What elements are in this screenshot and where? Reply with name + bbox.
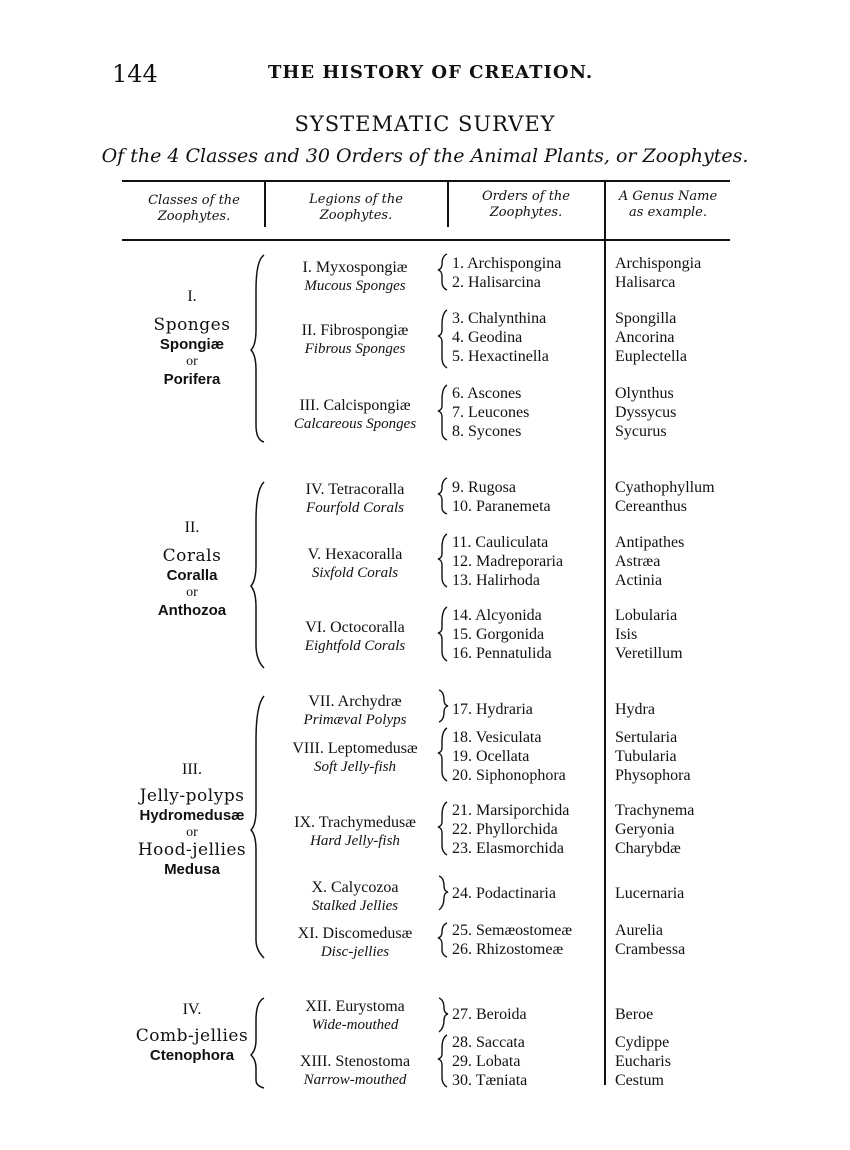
genera-group-1	[615, 254, 701, 292]
legion-name: X. Calycozoa	[311, 879, 399, 896]
genera-group-11	[615, 921, 685, 959]
orders-group-1	[452, 254, 561, 292]
page-title: SYSTEMATIC SURVEY	[294, 112, 556, 136]
order-brace-legion-9	[438, 802, 447, 855]
genus-item: Actinia	[615, 572, 663, 589]
legion-english: Fourfold Corals	[306, 500, 404, 516]
legion-13	[264, 1052, 446, 1090]
genera-group-13	[615, 1033, 671, 1090]
order-item: 14. Alcyonida	[452, 607, 542, 624]
order-item: 4. Geodina	[452, 329, 523, 346]
class-number: II.	[184, 519, 200, 536]
order-item: 16. Pennatulida	[452, 645, 552, 662]
running-head: THE HISTORY OF CREATION.	[268, 62, 594, 83]
class-alt-name: Medusa	[164, 861, 220, 878]
class-block-4	[122, 1000, 262, 1065]
class-number: I.	[187, 288, 197, 305]
order-item: 25. Semæostomeæ	[452, 922, 573, 939]
genus-item: Lobularia	[615, 607, 678, 624]
legion-name: II. Fibrospongiæ	[301, 322, 409, 339]
genus-item: Sycurus	[615, 423, 667, 440]
genera-group-12	[615, 1005, 653, 1024]
class-common-name: Jelly-polyps	[139, 786, 245, 806]
legion-english: Sixfold Corals	[311, 565, 399, 581]
genus-item: Antipathes	[615, 534, 685, 551]
orders-group-7	[452, 700, 533, 719]
legion-english: Wide-mouthed	[311, 1017, 399, 1033]
legion-name: XII. Eurystoma	[305, 998, 405, 1015]
genus-item: Cestum	[615, 1072, 664, 1089]
header-orders	[449, 189, 603, 221]
order-item: 7. Leucones	[452, 404, 530, 421]
order-brace-legion-8	[438, 728, 447, 781]
order-brace-legion-11	[438, 923, 447, 957]
class-block-2	[122, 518, 262, 620]
genus-item: Crambessa	[615, 941, 686, 958]
legion-1	[264, 258, 446, 296]
genus-item: Veretillum	[615, 645, 683, 662]
legion-english: Primæval Polyps	[303, 712, 407, 728]
genus-item: Ancorina	[615, 329, 675, 346]
class-latin-name: Spongiæ	[159, 336, 225, 353]
genus-item: Halisarca	[615, 274, 676, 291]
order-item: 20. Siphonophora	[452, 767, 566, 784]
class-common-name: Corals	[162, 546, 222, 566]
genera-group-6	[615, 606, 683, 663]
order-brace-legion-6	[438, 607, 447, 661]
order-item: 8. Sycones	[452, 423, 522, 440]
legion-name: VI. Octocoralla	[305, 619, 405, 636]
class-or: or	[186, 354, 198, 369]
order-item: 9. Rugosa	[452, 479, 516, 496]
genera-group-8	[615, 728, 691, 785]
legion-9	[264, 813, 446, 851]
genera-group-2	[615, 309, 687, 366]
class-common-name: Sponges	[153, 315, 231, 335]
class-brace-1	[251, 255, 264, 442]
genus-item: Isis	[615, 626, 638, 643]
legion-english: Disc-jellies	[320, 944, 390, 960]
legion-english: Calcareous Sponges	[293, 416, 417, 432]
legion-english: Fibrous Sponges	[304, 341, 406, 357]
genus-item: Euplectella	[615, 348, 687, 365]
genus-item: Charybdæ	[615, 840, 681, 857]
genus-item: Cyathophyllum	[615, 479, 715, 496]
genus-item: Physophora	[615, 767, 691, 784]
order-brace-legion-7	[439, 690, 448, 722]
header-legions-line2: Zoophytes.	[319, 208, 393, 223]
order-item: 13. Halirhoda	[452, 572, 540, 589]
genus-item: Tubularia	[615, 748, 677, 765]
legion-4	[264, 480, 446, 518]
order-item: 3. Chalynthina	[452, 310, 547, 327]
order-item: 10. Paranemeta	[452, 498, 551, 515]
class-block-1	[122, 287, 262, 389]
genus-item: Hydra	[615, 701, 655, 718]
legion-english: Narrow-mouthed	[303, 1072, 407, 1088]
class-or: or	[186, 825, 198, 840]
order-brace-legion-2	[438, 310, 447, 368]
legion-6	[264, 618, 446, 656]
class-latin-name: Ctenophora	[149, 1047, 235, 1064]
legion-english: Stalked Jellies	[311, 898, 399, 914]
order-item: 26. Rhizostomeæ	[452, 941, 564, 958]
orders-group-2	[452, 309, 549, 366]
order-brace-legion-1	[438, 254, 447, 290]
header-legions-line1: Legions of the	[309, 192, 403, 207]
table-top-rule	[122, 180, 730, 182]
order-brace-legion-5	[438, 534, 447, 587]
genus-item: Eucharis	[615, 1053, 671, 1070]
legion-english: Hard Jelly-fish	[310, 833, 400, 849]
class-latin-name: Hydromedusæ	[139, 807, 245, 824]
legion-name: IX. Trachymedusæ	[294, 814, 416, 831]
legion-name: XIII. Stenostoma	[299, 1053, 411, 1070]
legion-english: Mucous Sponges	[304, 278, 406, 294]
order-item: 30. Tæniata	[452, 1072, 528, 1089]
order-item: 17. Hydraria	[452, 701, 533, 718]
order-item: 15. Gorgonida	[452, 626, 545, 643]
class-common-name-2: Hood-jellies	[137, 840, 247, 860]
class-or: or	[186, 585, 198, 600]
order-item: 2. Halisarcina	[452, 274, 541, 291]
legion-name: V. Hexacoralla	[307, 546, 403, 563]
header-orders-line1: Orders of the	[482, 189, 570, 204]
orders-group-4	[452, 478, 551, 516]
order-item: 5. Hexactinella	[452, 348, 549, 365]
genera-group-10	[615, 884, 684, 903]
genus-item: Lucernaria	[615, 885, 685, 902]
header-classes	[124, 193, 264, 225]
header-orders-line2: Zoophytes.	[489, 205, 563, 220]
orders-group-9	[452, 801, 569, 858]
legion-2	[264, 321, 446, 359]
page-number: 144	[112, 60, 158, 88]
order-brace-legion-12	[439, 998, 448, 1032]
order-item: 29. Lobata	[452, 1053, 521, 1070]
genus-item: Cydippe	[615, 1034, 670, 1051]
orders-group-3	[452, 384, 529, 441]
class-alt-name: Porifera	[163, 371, 221, 388]
order-brace-legion-4	[438, 478, 447, 514]
order-brace-legion-3	[438, 385, 447, 440]
genus-item: Olynthus	[615, 385, 674, 402]
legion-name: III. Calcispongiæ	[299, 397, 411, 414]
genus-item: Beroe	[615, 1006, 654, 1023]
class-latin-name: Coralla	[166, 567, 218, 584]
class-braces	[250, 250, 270, 1090]
header-classes-line1: Classes of the	[148, 193, 240, 208]
genus-item: Archispongia	[615, 255, 702, 272]
order-item: 21. Marsiporchida	[452, 802, 570, 819]
orders-group-5	[452, 533, 563, 590]
legion-english: Soft Jelly-fish	[313, 759, 397, 775]
genus-item: Cereanthus	[615, 498, 687, 515]
genus-item: Astræa	[615, 553, 661, 570]
table-header-rule	[122, 239, 730, 241]
class-brace-2	[251, 482, 264, 668]
header-classes-line2: Zoophytes.	[157, 209, 231, 224]
legion-english: Eightfold Corals	[304, 638, 406, 654]
legion-7	[264, 692, 446, 730]
order-braces	[436, 250, 452, 1090]
genus-item: Trachynema	[615, 802, 695, 819]
genera-group-3	[615, 384, 676, 441]
legion-11	[264, 924, 446, 962]
genus-item: Dyssycus	[615, 404, 677, 421]
class-brace-4	[251, 998, 264, 1088]
orders-group-6	[452, 606, 552, 663]
header-genus	[608, 189, 728, 221]
order-item: 27. Beroida	[452, 1006, 527, 1023]
legion-8	[264, 739, 446, 777]
order-item: 1. Archispongina	[452, 255, 562, 272]
page-subtitle: Of the 4 Classes and 30 Orders of the Animal Plants, or Zoophytes.	[101, 145, 749, 167]
class-common-name: Comb-jellies	[135, 1026, 249, 1046]
legion-12	[264, 997, 446, 1035]
legion-name: I. Myxospongiæ	[302, 259, 408, 276]
legion-10	[264, 878, 446, 916]
orders-group-8	[452, 728, 566, 785]
class-alt-name: Anthozoa	[157, 602, 227, 619]
genera-group-4	[615, 478, 715, 516]
genus-item: Sertularia	[615, 729, 678, 746]
genera-group-9	[615, 801, 694, 858]
order-brace-legion-10	[439, 876, 448, 910]
header-genus-line1: A Genus Name	[618, 189, 718, 204]
genus-item: Geryonia	[615, 821, 675, 838]
order-item: 23. Elasmorchida	[452, 840, 564, 857]
orders-group-10	[452, 884, 556, 903]
order-item: 6. Ascones	[452, 385, 522, 402]
legion-3	[264, 396, 446, 434]
genus-item: Aurelia	[615, 922, 663, 939]
order-item: 12. Madreporaria	[452, 553, 564, 570]
order-item: 19. Ocellata	[452, 748, 530, 765]
legion-name: VII. Archydræ	[308, 693, 402, 710]
order-item: 24. Podactinaria	[452, 885, 556, 902]
orders-group-12	[452, 1005, 527, 1024]
genus-item: Spongilla	[615, 310, 677, 327]
orders-group-11	[452, 921, 572, 959]
orders-group-13	[452, 1033, 527, 1090]
order-brace-legion-13	[438, 1035, 447, 1087]
class-block-3	[122, 760, 262, 879]
legion-name: VIII. Leptomedusæ	[292, 740, 418, 757]
class-number: IV.	[182, 1001, 202, 1018]
class-brace-3	[251, 696, 264, 958]
legion-name: IV. Tetracoralla	[305, 481, 405, 498]
genera-group-7	[615, 700, 655, 719]
header-legions	[266, 192, 446, 224]
legion-5	[264, 545, 446, 583]
header-genus-line2: as example.	[629, 205, 707, 220]
legion-name: XI. Discomedusæ	[297, 925, 413, 942]
order-item: 18. Vesiculata	[452, 729, 542, 746]
order-item: 22. Phyllorchida	[452, 821, 558, 838]
genera-group-5	[615, 533, 684, 590]
order-item: 28. Saccata	[452, 1034, 525, 1051]
class-number: III.	[182, 761, 202, 778]
order-item: 11. Cauliculata	[452, 534, 549, 551]
genus-divider	[604, 182, 606, 1085]
